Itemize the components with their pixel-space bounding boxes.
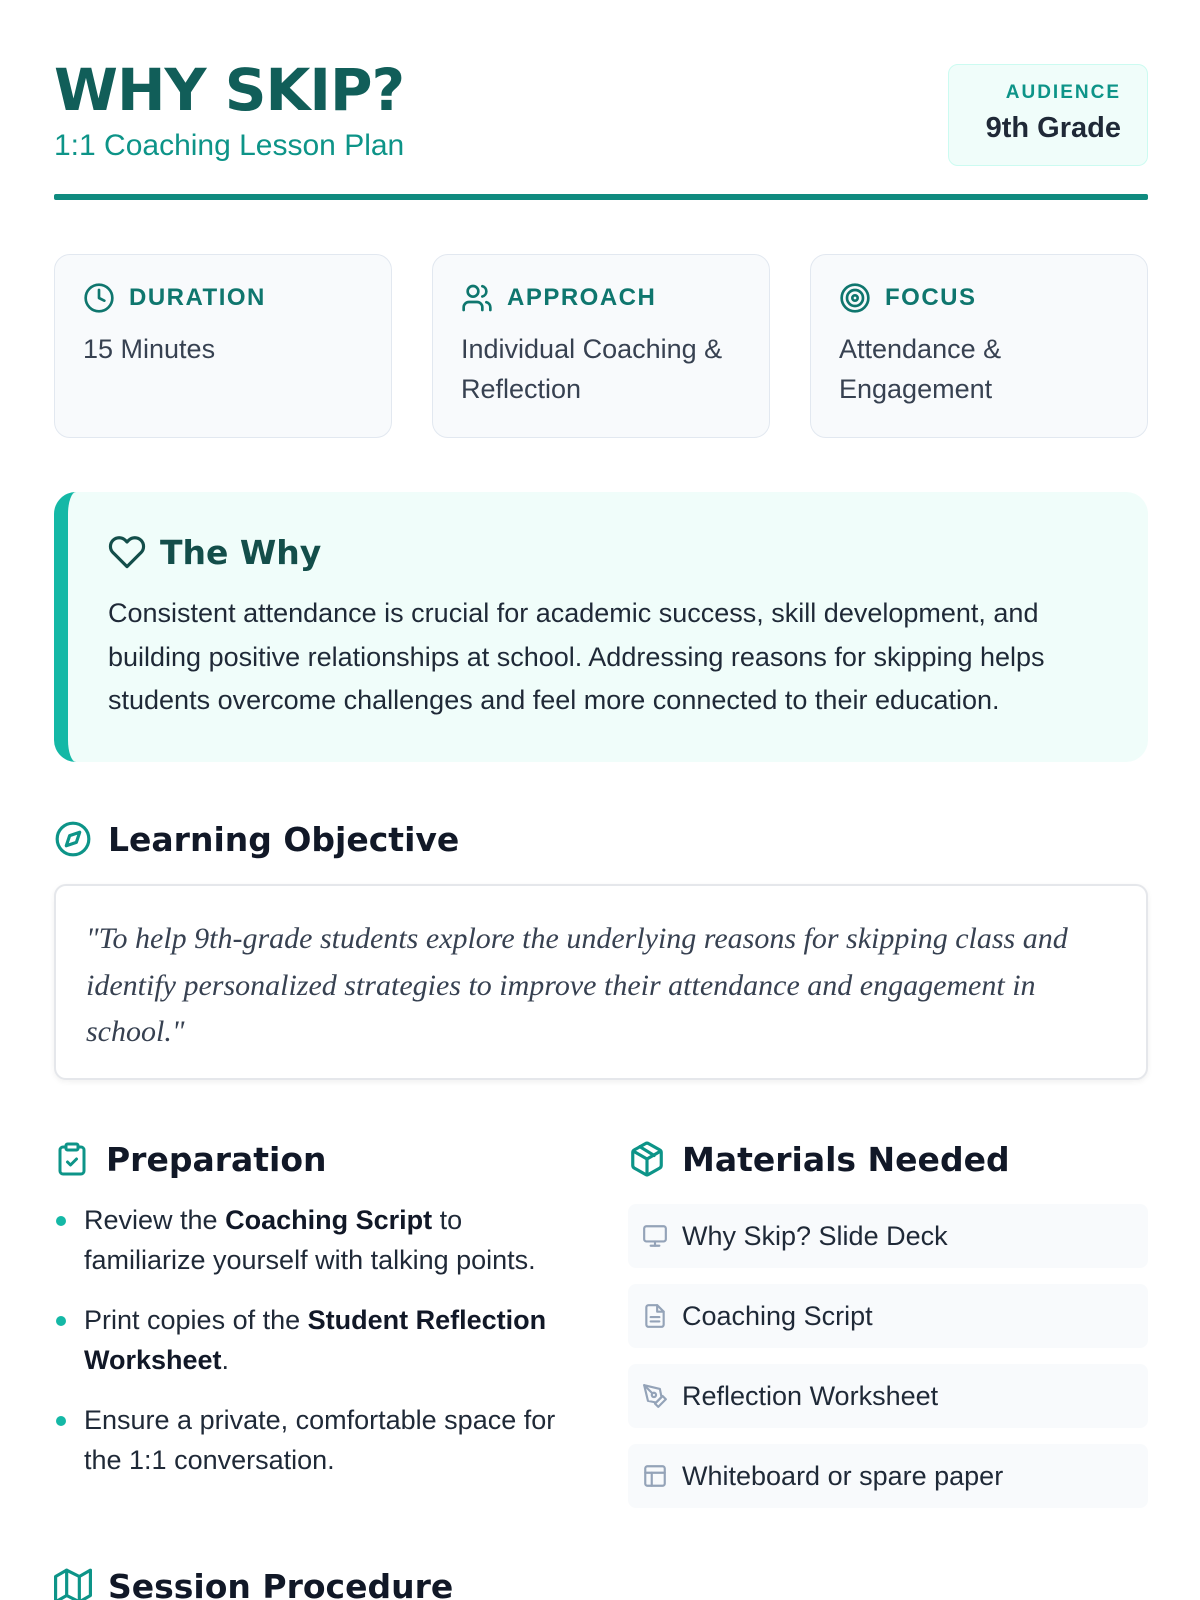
list-item <box>628 1284 1148 1348</box>
preparation-list <box>54 1200 574 1500</box>
compass-icon <box>54 820 92 858</box>
page-subtitle: 1:1 Coaching Lesson Plan <box>54 129 405 162</box>
list-item: Print copies of the Student Reflection Worksheet. <box>54 1300 574 1380</box>
why-title: The Why <box>160 532 322 572</box>
approach-card <box>432 254 770 438</box>
approach-value: Individual Coaching & Reflection <box>461 334 723 404</box>
why-text: Consistent attendance is crucial for academic success, skill development, and building positive relationships at school. Addressing reasons for skipping helps students overcome challenges and feel more connected to their education. <box>108 598 1045 715</box>
users-icon <box>461 282 493 314</box>
preparation-title: Preparation <box>106 1139 327 1179</box>
objective-title: Learning Objective <box>108 819 460 859</box>
clipboard-check-icon <box>54 1140 90 1178</box>
audience-value: 9th Grade <box>985 112 1121 144</box>
why-callout <box>54 492 1148 762</box>
material-label: Reflection Worksheet <box>682 1380 939 1411</box>
layout-icon <box>642 1463 668 1489</box>
material-label: Coaching Script <box>682 1300 873 1331</box>
file-text-icon <box>642 1303 668 1329</box>
header-divider <box>54 194 1148 200</box>
objective-text: "To help 9th-grade students explore the underlying reasons for skipping class and identify personalized strategies to improve their attendance and engagement in school." <box>86 922 1068 1048</box>
material-label: Why Skip? Slide Deck <box>682 1220 948 1251</box>
clock-icon <box>83 282 115 314</box>
duration-value: 15 Minutes <box>83 334 216 364</box>
list-item <box>628 1204 1148 1268</box>
approach-label: APPROACH <box>507 284 657 311</box>
info-cards <box>54 254 1148 438</box>
materials-list <box>628 1204 1148 1524</box>
list-item <box>628 1364 1148 1428</box>
focus-label: FOCUS <box>885 284 977 311</box>
preparation-heading <box>54 1138 327 1180</box>
map-icon <box>54 1567 92 1600</box>
monitor-icon <box>642 1223 668 1249</box>
target-icon <box>839 282 871 314</box>
heart-icon <box>108 533 146 571</box>
list-item <box>628 1444 1148 1508</box>
focus-value: Attendance & Engagement <box>839 334 1002 404</box>
audience-badge <box>948 64 1148 166</box>
list-item: Ensure a private, comfortable space for the 1:1 conversation. <box>54 1400 574 1480</box>
header <box>54 56 1148 198</box>
package-icon <box>628 1140 666 1178</box>
objective-box <box>54 884 1148 1080</box>
pen-tool-icon <box>642 1383 668 1409</box>
list-item: Review the Coaching Script to familiarize yourself with talking points. <box>54 1200 574 1280</box>
materials-heading <box>628 1138 1010 1180</box>
objective-heading <box>54 818 459 860</box>
duration-label: DURATION <box>129 284 266 311</box>
procedure-title: Session Procedure <box>108 1566 454 1600</box>
procedure-heading <box>54 1565 453 1600</box>
audience-label: AUDIENCE <box>1005 82 1121 103</box>
material-label: Whiteboard or spare paper <box>682 1460 1004 1491</box>
materials-title: Materials Needed <box>682 1139 1010 1179</box>
duration-card <box>54 254 392 438</box>
focus-card <box>810 254 1148 438</box>
page-title: WHY SKIP? <box>54 56 405 124</box>
